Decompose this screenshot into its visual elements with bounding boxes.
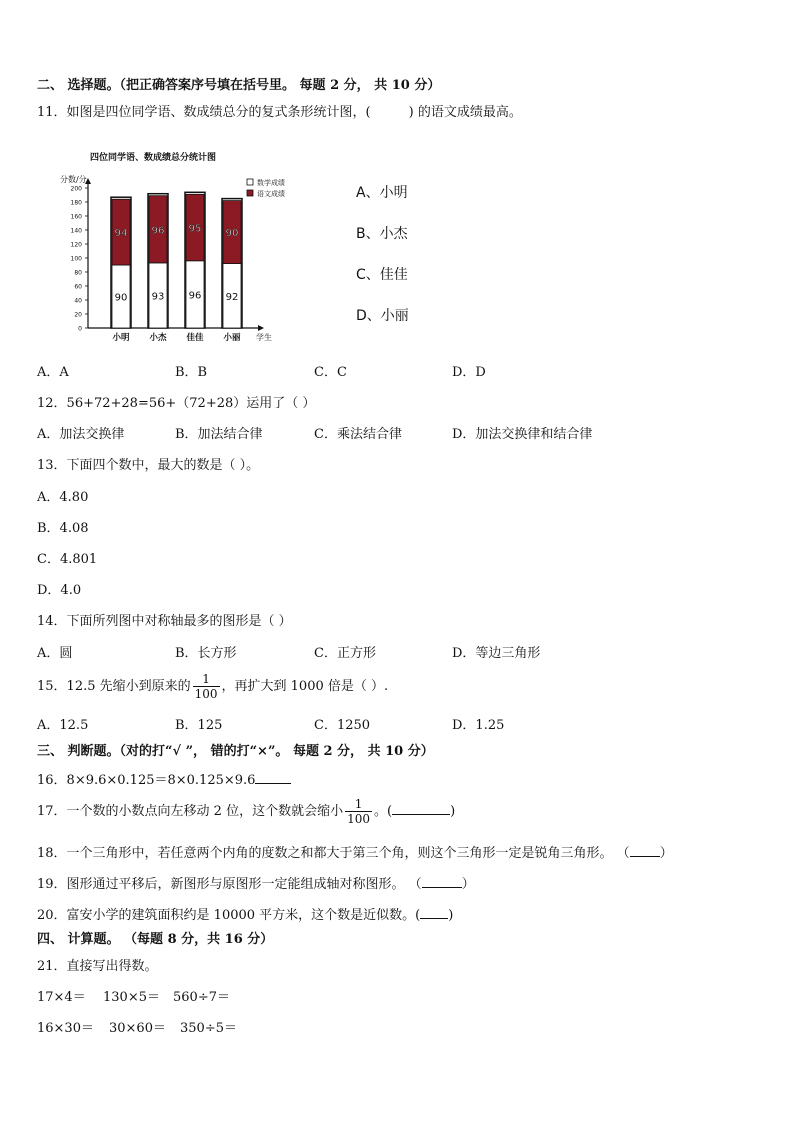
bar-value-math: 93 — [151, 291, 165, 303]
q17-stem: 17．一个数的小数点向左移动 2 位，这个数就会缩小 — [37, 804, 344, 819]
q17-fraction-numerator: 1 — [345, 797, 372, 812]
y-tick-label: 160 — [70, 213, 82, 221]
section-2-title: 二、 选择题。（把正确答案序号填在括号里。 每题 2 分， 共 10 分） — [37, 78, 441, 93]
x-tick-label: 小丽 — [223, 333, 241, 343]
q20-stem-close: ) — [448, 908, 454, 923]
y-tick-label: 20 — [74, 311, 82, 319]
q11-option-d: D．D — [452, 365, 486, 380]
bar-chart — [60, 148, 290, 348]
question-21-stem: 21．直接写出得数。 — [37, 959, 158, 974]
x-tick-label: 佳佳 — [186, 333, 204, 343]
chart-title: 四位同学语、数成绩总分统计图 — [90, 153, 217, 163]
q12-option-a: A．加法交换律 — [37, 427, 125, 442]
y-tick-label: 200 — [70, 185, 82, 193]
y-axis-label: 分数/分 — [60, 175, 87, 184]
legend-swatch-math — [247, 179, 253, 185]
q20-answer-blank[interactable] — [420, 906, 448, 919]
question-20 — [37, 906, 453, 924]
bar-value-chinese: 94 — [114, 228, 128, 240]
q15-stem-end: ，再扩大到 1000 倍是（ ）. — [221, 679, 389, 694]
q18-stem: 18．一个三角形中，若任意两个内角的度数之和都大于第三个角，则这个三角形一定是锐角三角形。 （ — [37, 846, 630, 861]
y-tick-label: 0 — [78, 325, 82, 333]
question-19 — [37, 875, 475, 893]
q12-option-d: D．加法交换律和结合律 — [452, 427, 593, 442]
bar-value-chinese: 90 — [225, 228, 239, 240]
q15-option-d: D．1.25 — [452, 718, 505, 733]
q15-stem-text: 15．12.5 先缩小到原来的 — [37, 679, 191, 694]
y-tick-label: 120 — [70, 241, 82, 249]
q18-stem-close: ） — [659, 846, 673, 861]
calc-item: 350÷5＝ — [180, 1021, 237, 1036]
legend-label-math: 数学成绩 — [257, 179, 285, 187]
question-16 — [37, 771, 291, 789]
legend-label-chinese: 语文成绩 — [257, 190, 285, 198]
question-18 — [37, 844, 673, 862]
q15-fraction — [193, 672, 220, 701]
chart-option-a: A、小明 — [356, 185, 408, 201]
q12-option-b: B．加法结合律 — [175, 427, 263, 442]
q13-option-b: B．4.08 — [37, 521, 89, 536]
q11-option-a: A．A — [37, 365, 69, 380]
calc-item: 30×60＝ — [109, 1021, 166, 1036]
q15-option-b: B．125 — [175, 718, 223, 733]
question-15-stem — [37, 672, 388, 702]
y-tick-label: 100 — [70, 255, 82, 263]
q11-option-c: C．C — [314, 365, 347, 380]
bar-value-math: 90 — [114, 292, 128, 304]
calc-item: 16×30＝ — [37, 1021, 94, 1036]
legend-swatch-chinese — [247, 190, 253, 196]
q11-option-b: B．B — [175, 365, 208, 380]
bar-value-math: 92 — [225, 291, 239, 303]
q13-option-c: C．4.801 — [37, 552, 98, 567]
y-tick-label: 40 — [74, 297, 82, 305]
calc-item: 130×5＝ — [103, 990, 160, 1005]
q17-fraction — [345, 797, 372, 826]
bar-value-chinese: 95 — [188, 223, 202, 235]
q16-answer-blank[interactable] — [255, 771, 291, 784]
question-11-stem — [37, 105, 522, 121]
chart-option-c: C、佳佳 — [356, 267, 408, 283]
q15-fraction-numerator: 1 — [193, 672, 220, 687]
q19-stem: 19．图形通过平移后，新图形与原图形一定能组成轴对称图形。 （ — [37, 877, 422, 892]
q17-fraction-denominator: 100 — [347, 812, 370, 826]
x-axis-arrow — [258, 325, 264, 331]
x-axis-label: 学生 — [256, 333, 272, 342]
question-14-stem: 14．下面所列图中对称轴最多的图形是（ ） — [37, 614, 292, 629]
chart-option-d: D、小丽 — [356, 308, 409, 324]
q17-stem-close: ) — [450, 804, 456, 819]
q18-answer-blank[interactable] — [630, 844, 660, 857]
q20-stem: 20．富安小学的建筑面积约是 10000 平方米，这个数是近似数。( — [37, 908, 421, 923]
q15-option-a: A．12.5 — [37, 718, 89, 733]
bar-value-chinese: 96 — [151, 225, 165, 237]
q15-option-c: C．1250 — [314, 718, 371, 733]
q14-option-c: C．正方形 — [314, 646, 376, 661]
q14-option-a: A．圆 — [37, 646, 73, 661]
q17-answer-blank[interactable] — [392, 802, 450, 815]
section-4-title: 四、 计算题。 （每题 8 分，共 16 分） — [37, 932, 274, 947]
question-12-stem: 12．56+72+28=56+（72+28）运用了（ ） — [37, 396, 316, 411]
x-tick-label: 小明 — [112, 333, 130, 343]
y-tick-label: 80 — [74, 269, 82, 277]
q14-option-d: D．等边三角形 — [452, 646, 541, 661]
calc-item: 560÷7＝ — [173, 990, 230, 1005]
section-3-title: 三、 判断题。（对的打“√ ”， 错的打“×”。 每题 2 分， 共 10 分） — [37, 744, 434, 759]
bar-value-math: 96 — [188, 290, 202, 302]
q14-option-b: B．长方形 — [175, 646, 237, 661]
q15-fraction-denominator: 100 — [194, 687, 218, 701]
calc-item: 17×4＝ — [37, 990, 86, 1005]
question-17 — [37, 797, 455, 827]
q13-option-d: D．4.0 — [37, 583, 82, 598]
q19-answer-blank[interactable] — [422, 875, 462, 888]
q16-stem: 16．8×9.6×0.125＝8×0.125×9.6 — [37, 773, 256, 788]
q12-option-c: C．乘法结合律 — [314, 427, 402, 442]
x-tick-label: 小杰 — [149, 333, 167, 343]
q13-option-a: A．4.80 — [37, 490, 89, 505]
q17-stem-open: 。( — [373, 804, 393, 819]
y-tick-label: 60 — [74, 283, 82, 291]
question-11-stem-end: ) 的语文成绩最高。 — [408, 105, 522, 120]
question-13-stem: 13．下面四个数中，最大的数是（ ）。 — [37, 458, 260, 473]
y-tick-label: 180 — [70, 199, 82, 207]
chart-option-b: B、小杰 — [356, 226, 408, 242]
q19-stem-close: ） — [461, 877, 475, 892]
y-tick-label: 140 — [70, 227, 82, 235]
question-11-stem-text: 11．如图是四位同学语、数成绩总分的复式条形统计图，( — [37, 105, 371, 120]
